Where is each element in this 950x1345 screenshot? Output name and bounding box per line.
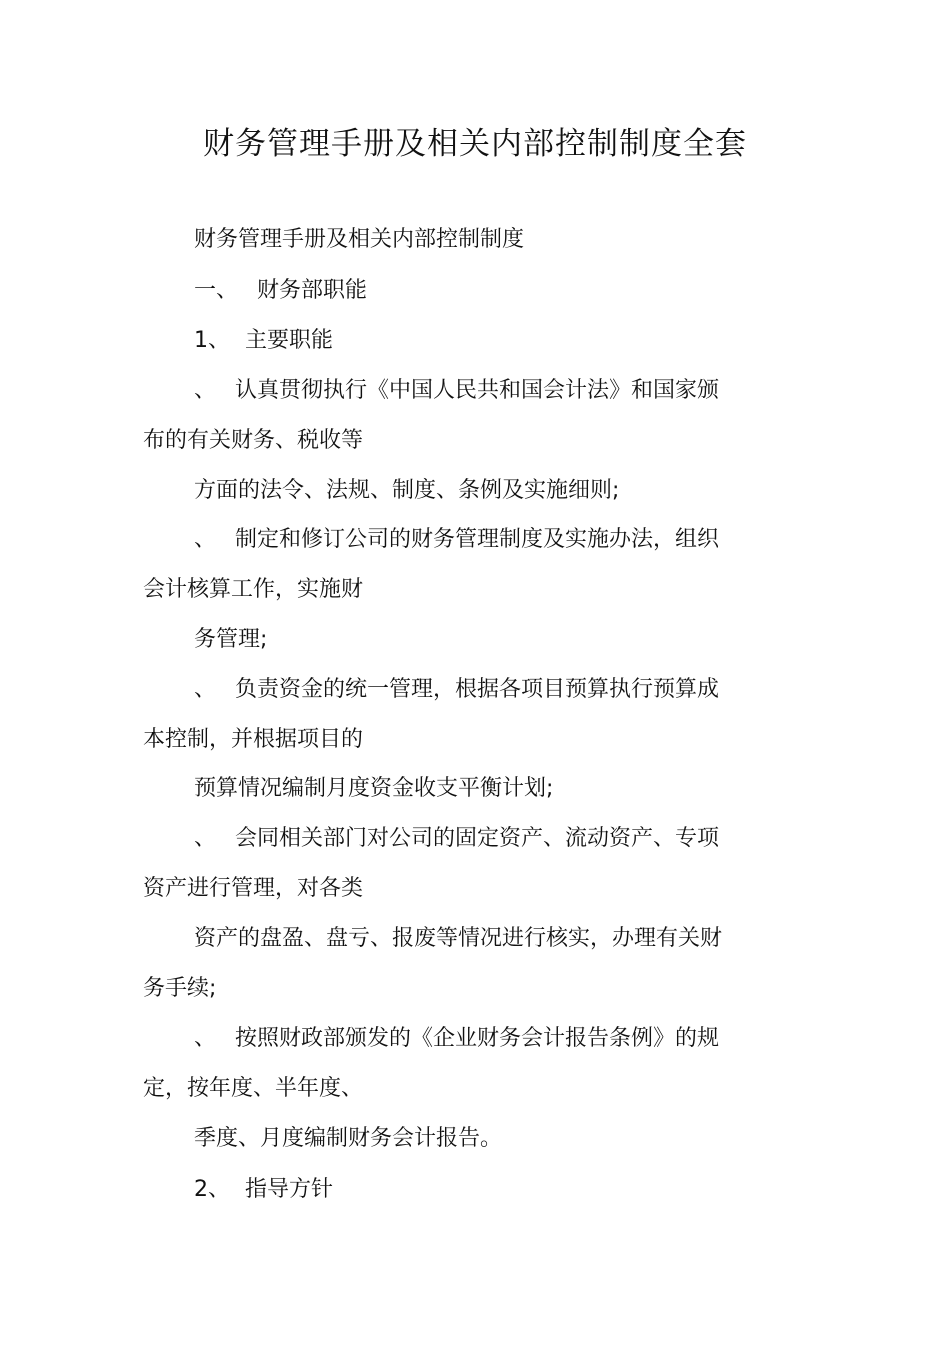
paragraph-text: 负责资金的统一管理，根据各项目预算执行预算成 bbox=[235, 677, 720, 702]
paragraph-line: 布的有关财务、税收等 bbox=[143, 428, 364, 453]
paragraph-line: 季度、月度编制财务会计报告。 bbox=[194, 1126, 503, 1151]
paragraph-line: 会计核算工作，实施财 bbox=[143, 577, 364, 602]
section-heading bbox=[194, 276, 367, 306]
paragraph-line: 定，按年度、半年度、 bbox=[143, 1076, 364, 1101]
paragraph-line: 本控制，并根据项目的 bbox=[143, 727, 364, 752]
paragraph-text: 制定和修订公司的财务管理制度及实施办法，组织 bbox=[235, 527, 720, 552]
item-heading bbox=[194, 326, 333, 356]
paragraph-text: 认真贯彻执行《中国人民共和国会计法》和国家颁 bbox=[235, 378, 720, 403]
paragraph-line: 务手续; bbox=[143, 976, 217, 1001]
paragraph-marker: 、 bbox=[194, 826, 217, 851]
section-marker: 一、 bbox=[194, 278, 239, 303]
paragraph-line bbox=[194, 525, 719, 555]
paragraph-marker: 、 bbox=[194, 527, 217, 552]
document-subtitle: 财务管理手册及相关内部控制制度 bbox=[194, 227, 525, 252]
paragraph-line: 方面的法令、法规、制度、条例及实施细则; bbox=[194, 478, 620, 503]
paragraph-text: 会同相关部门对公司的固定资产、流动资产、专项 bbox=[235, 826, 720, 851]
paragraph-line bbox=[194, 376, 719, 406]
paragraph-marker: 、 bbox=[194, 1026, 217, 1051]
paragraph-line bbox=[194, 824, 719, 854]
paragraph-marker: 、 bbox=[194, 677, 217, 702]
item-marker: 2、 bbox=[194, 1177, 230, 1202]
paragraph-marker: 、 bbox=[194, 378, 217, 403]
item-heading bbox=[194, 1175, 333, 1205]
paragraph-line bbox=[194, 1024, 719, 1054]
section-title: 财务部职能 bbox=[257, 278, 368, 303]
paragraph-text: 按照财政部颁发的《企业财务会计报告条例》的规 bbox=[235, 1026, 720, 1051]
item-title: 指导方针 bbox=[245, 1177, 334, 1202]
paragraph-line bbox=[194, 675, 719, 705]
document-title: 财务管理手册及相关内部控制制度全套 bbox=[203, 126, 747, 162]
paragraph-line: 资产进行管理，对各类 bbox=[143, 876, 364, 901]
paragraph-line: 资产的盘盈、盘亏、报废等情况进行核实，办理有关财 bbox=[194, 926, 723, 951]
item-title: 主要职能 bbox=[245, 328, 334, 353]
paragraph-line: 预算情况编制月度资金收支平衡计划; bbox=[194, 776, 554, 801]
paragraph-line: 务管理; bbox=[194, 627, 268, 652]
item-marker: 1、 bbox=[194, 328, 230, 353]
